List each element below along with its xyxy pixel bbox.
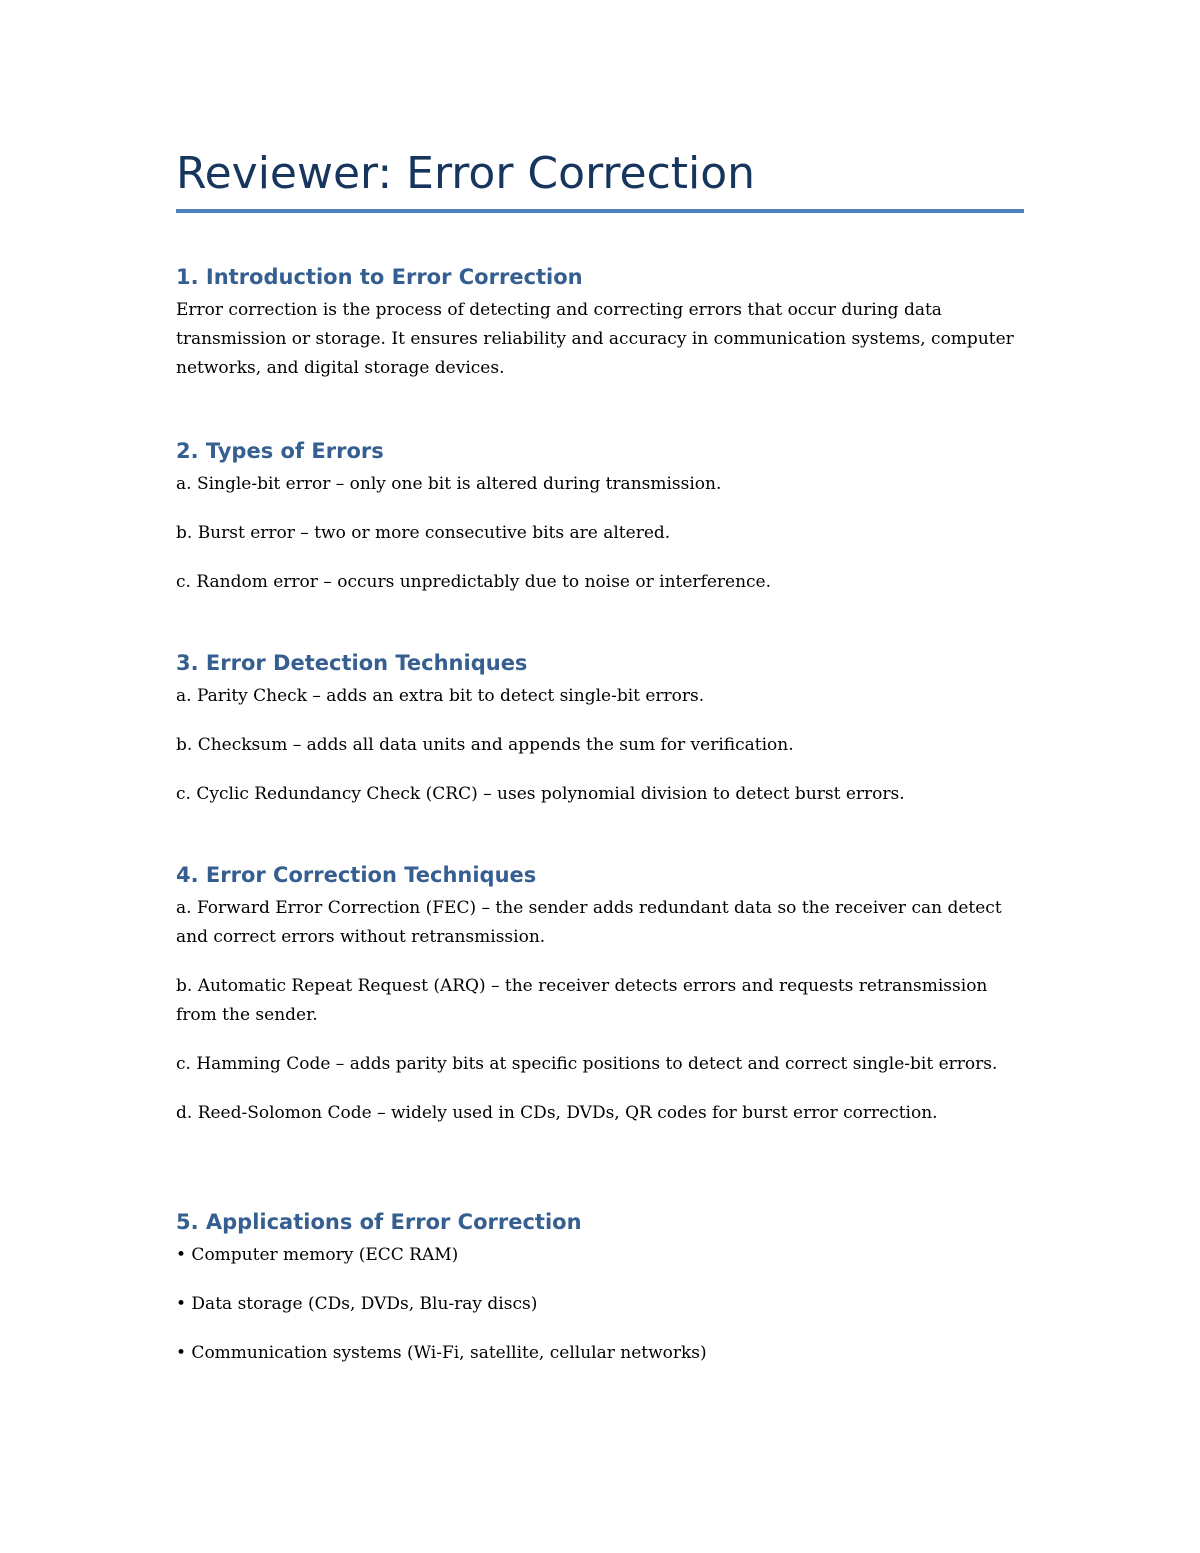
list-item: c. Hamming Code – adds parity bits at specific positions to detect and correct single-bit errors.	[176, 1054, 998, 1074]
document-title: Reviewer: Error Correction	[176, 148, 756, 199]
list-item: c. Cyclic Redundancy Check (CRC) – uses polynomial division to detect burst errors.	[176, 784, 905, 804]
list-item: c. Random error – occurs unpredictably due to noise or interference.	[176, 572, 772, 592]
section-heading: 3. Error Detection Techniques	[176, 651, 528, 675]
section-error-correction-techniques	[176, 860, 1024, 1128]
section-heading: 1. Introduction to Error Correction	[176, 265, 583, 289]
list-item: b. Automatic Repeat Request (ARQ) – the receiver detects errors and requests retransmission from the sender.	[176, 976, 988, 1025]
list-item: a. Forward Error Correction (FEC) – the sender adds redundant data so the receiver can detect and correct errors without retransmission.	[176, 898, 1002, 947]
bullet-item: • Computer memory (ECC RAM)	[176, 1245, 459, 1265]
section-heading: 4. Error Correction Techniques	[176, 863, 537, 887]
section-heading: 5. Applications of Error Correction	[176, 1210, 582, 1234]
list-item: a. Single-bit error – only one bit is altered during transmission.	[176, 474, 722, 494]
section-applications	[176, 1207, 1024, 1368]
list-item: b. Checksum – adds all data units and appends the sum for verification.	[176, 735, 794, 755]
section-heading: 2. Types of Errors	[176, 439, 384, 463]
list-item: d. Reed-Solomon Code – widely used in CDs, DVDs, QR codes for burst error correction.	[176, 1103, 938, 1123]
bullet-item: • Data storage (CDs, DVDs, Blu-ray discs)	[176, 1294, 538, 1314]
bullet-item: • Communication systems (Wi-Fi, satellite, cellular networks)	[176, 1343, 707, 1363]
section-introduction	[176, 262, 1024, 383]
section-types-of-errors	[176, 436, 1024, 597]
section-paragraph: Error correction is the process of detecting and correcting errors that occur during data transmission or storage. It ensures reliability and accuracy in communication systems, computer networks, and digital storage devices.	[176, 300, 1014, 378]
list-item: b. Burst error – two or more consecutive bits are altered.	[176, 523, 671, 543]
section-error-detection	[176, 648, 1024, 809]
list-item: a. Parity Check – adds an extra bit to detect single-bit errors.	[176, 686, 705, 706]
title-underline-rule	[176, 209, 1024, 213]
